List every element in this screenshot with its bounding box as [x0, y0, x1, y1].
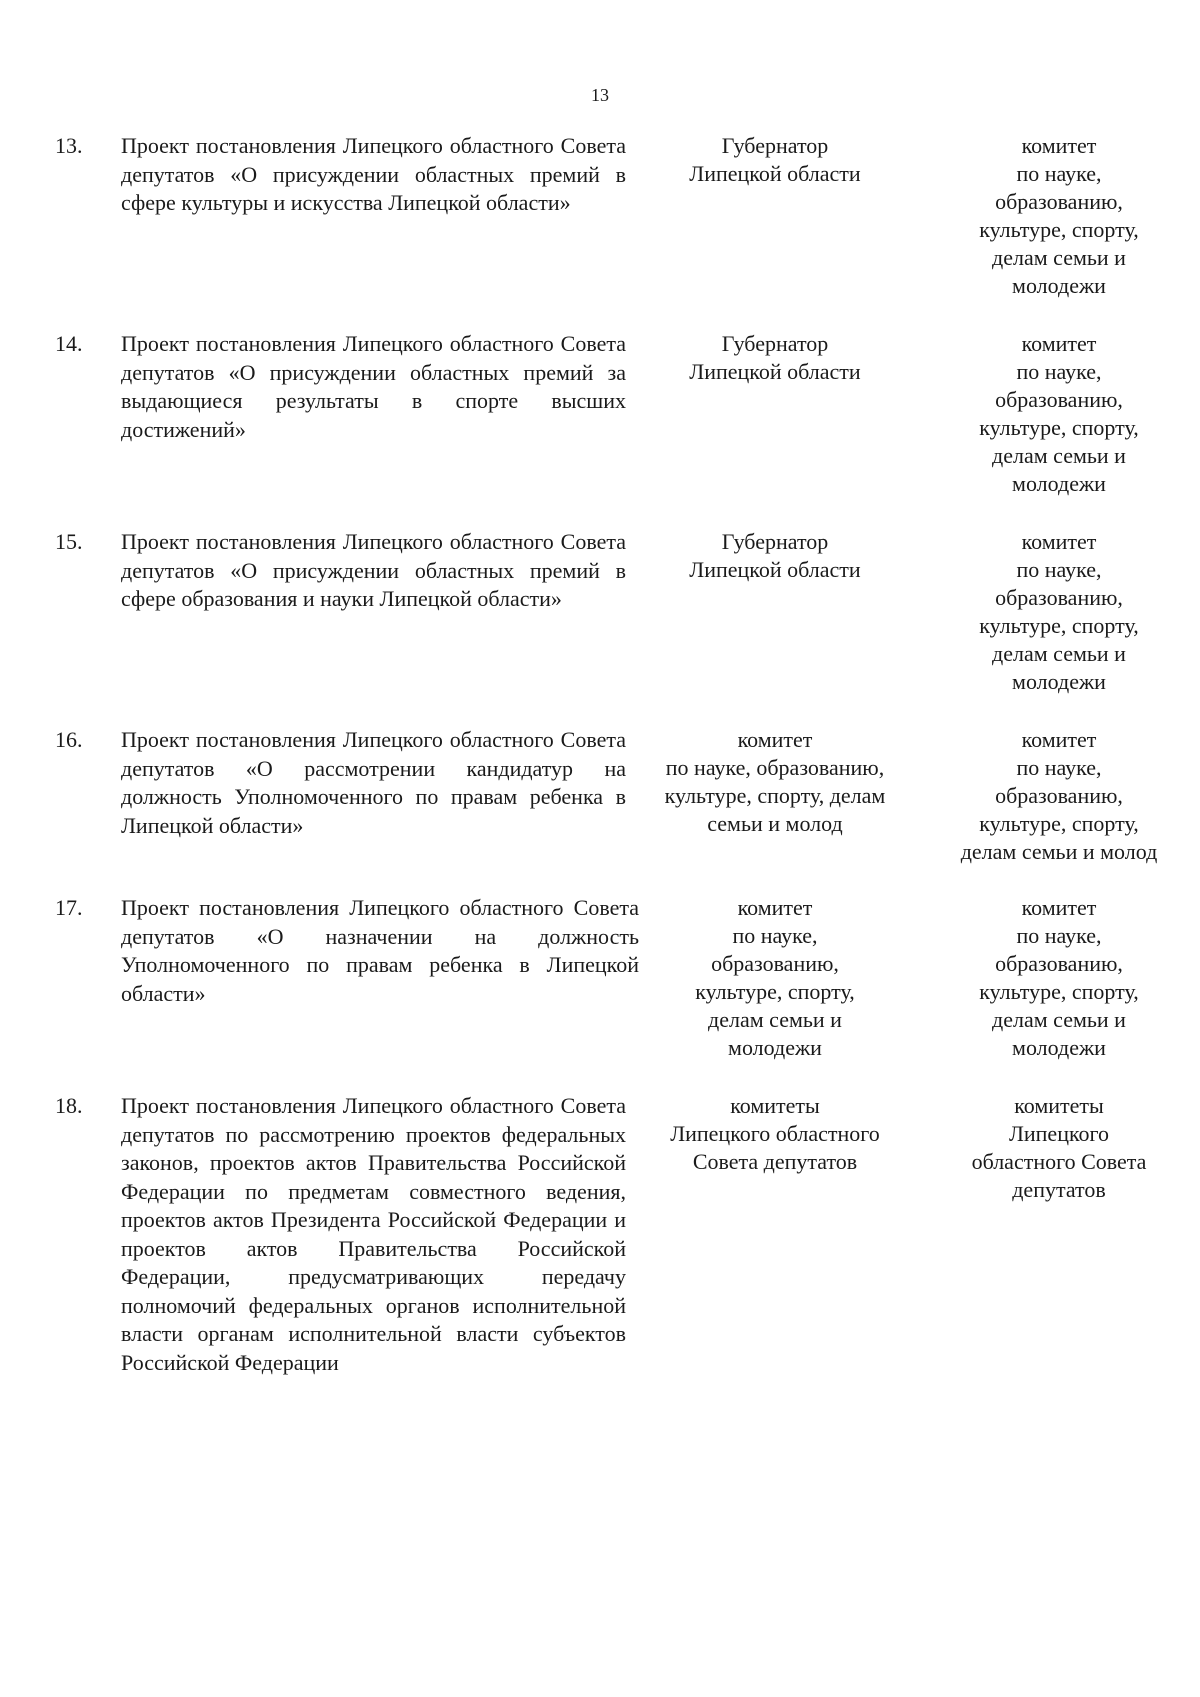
item-committee: комитет по науке, образованию, культуре, спорту, делам семьи и молодежи [979, 133, 1139, 298]
agenda-list [0, 132, 1200, 1412]
item-initiator: комитеты Липецкого областного Совета депутатов [670, 1093, 880, 1174]
item-title: Проект постановления Липецкого областного Совета депутатов «О присуждении областных премий в сфере образования и науки Липецкой области» [121, 529, 626, 611]
agenda-item [0, 132, 1200, 330]
agenda-item [0, 894, 1200, 1092]
item-committee: комитет по науке, образованию, культуре, спорту, делам семьи и молодежи [979, 895, 1139, 1060]
item-title: Проект постановления Липецкого областного Совета депутатов по рассмотрению проектов федеральных законов, проектов актов Правительства Российской Федерации по предметам совместного ведения, проектов актов Президента Российской Федерации и проектов актов Правительства Российской Федерации, предусматривающих передачу полномочий федеральных органов исполнительной власти органам исполнительной власти субъектов Российской Федерации [121, 1093, 626, 1375]
item-title: Проект постановления Липецкого областного Совета депутатов «О присуждении областных премий в сфере культуры и искусства Липецкой области» [121, 133, 626, 215]
item-committee: комитет по науке, образованию, культуре, спорту, делам семьи и молодежи [979, 529, 1139, 694]
item-number: 17. [55, 895, 83, 920]
item-number: 16. [55, 727, 83, 752]
item-number: 14. [55, 331, 83, 356]
item-committee: комитет по науке, образованию, культуре, спорту, делам семьи и молод [960, 727, 1158, 864]
item-initiator: Губернатор Липецкой области [689, 529, 861, 582]
item-committee: комитет по науке, образованию, культуре, спорту, делам семьи и молодежи [979, 331, 1139, 496]
item-number: 18. [55, 1093, 83, 1118]
page-number: 13 [591, 85, 609, 105]
item-initiator: комитет по науке, образованию, культуре, спорту, делам семьи и молодежи [695, 895, 855, 1060]
item-committee: комитеты Липецкого областного Совета депутатов [971, 1093, 1147, 1202]
item-title: Проект постановления Липецкого областного Совета депутатов «О рассмотрении кандидатур на должность Уполномоченного по правам ребенка в Липецкой области» [121, 727, 626, 838]
item-number: 15. [55, 529, 83, 554]
item-initiator: Губернатор Липецкой области [689, 133, 861, 186]
agenda-item [0, 528, 1200, 726]
item-initiator: Губернатор Липецкой области [689, 331, 861, 384]
item-initiator: комитет по науке, образованию, культуре, спорту, делам семьи и молод [664, 727, 886, 836]
agenda-item [0, 330, 1200, 528]
item-title: Проект постановления Липецкого областного Совета депутатов «О назначении на должность Уполномоченного по правам ребенка в Липецкой области» [121, 895, 639, 1006]
agenda-item [0, 1092, 1200, 1412]
agenda-item [0, 726, 1200, 894]
item-title: Проект постановления Липецкого областного Совета депутатов «О присуждении областных премий за выдающиеся результаты в спорте высших достижений» [121, 331, 626, 442]
item-number: 13. [55, 133, 83, 158]
